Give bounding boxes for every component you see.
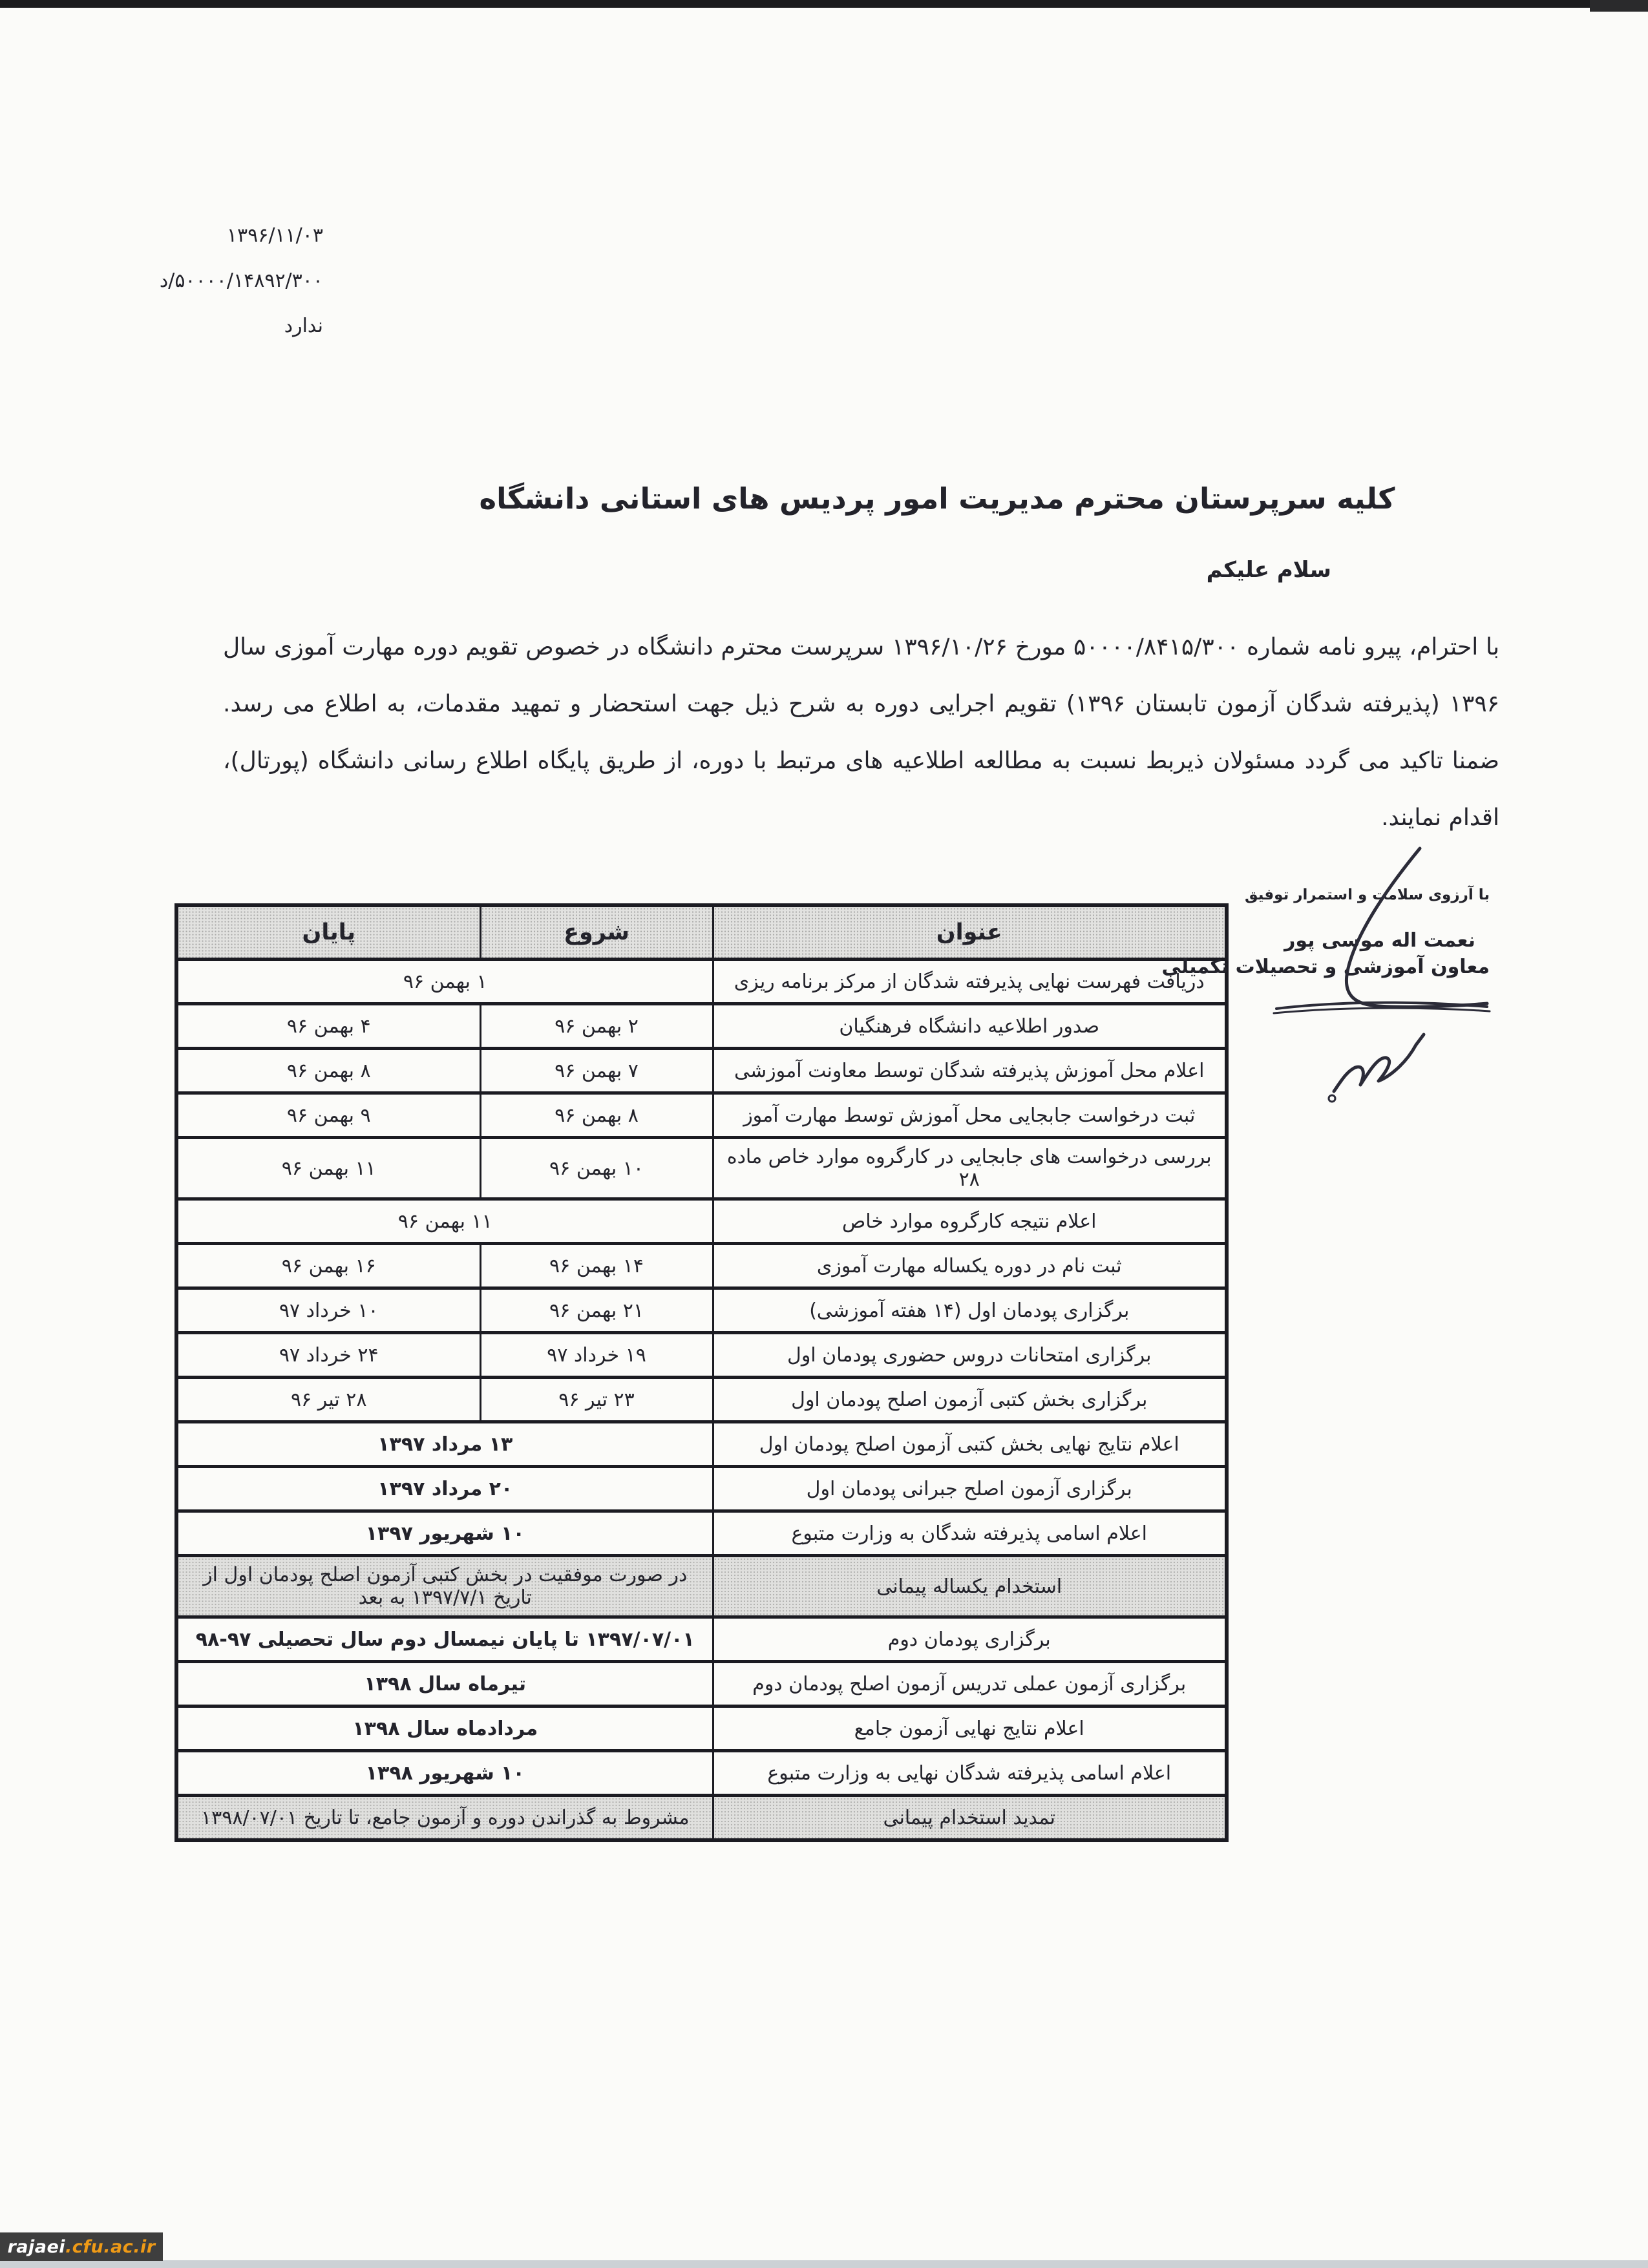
cell-title: برگزاری آزمون اصلح جبرانی پودمان اول [713,1467,1227,1511]
cell-title: برگزاری امتحانات دروس حضوری پودمان اول [713,1333,1227,1378]
table-row [176,1511,1227,1556]
cell-start-date: ۲ بهمن ۹۶ [480,1004,713,1049]
cell-date-merged: مردادماه سال ۱۳۹۸ [176,1706,713,1751]
table-row [176,1796,1227,1841]
table-row [176,1199,1227,1244]
table-row [176,1093,1227,1138]
watermark-site-white: rajaei [7,2236,66,2257]
cell-title: برگزاری پودمان دوم [713,1617,1227,1662]
signer-name: نعمت اله موسی پور [1284,929,1475,952]
cell-end-date: ۲۸ تیر ۹۶ [176,1378,480,1422]
cell-title: ثبت درخواست جابجایی محل آموزش توسط مهارت آموز [713,1093,1227,1138]
cell-date-merged: ۲۰ مرداد ۱۳۹۷ [176,1467,713,1511]
table-row [176,1556,1227,1617]
scan-edge-bottom [0,2260,1648,2268]
table-row [176,1662,1227,1706]
letter-recipient-title: کلیه سرپرستان محترم مدیریت امور پردیس های استانی دانشگاه [479,481,1395,516]
table-row [176,1378,1227,1422]
cell-date-merged: ۱۳۹۷/۰۷/۰۱ تا پایان نیمسال دوم سال تحصیلی ۹۷-۹۸ [176,1617,713,1662]
watermark-site-orange: .cfu.ac.ir [65,2236,156,2257]
col-header-start: شروع [480,905,713,960]
cell-end-date: ۱۶ بهمن ۹۶ [176,1244,480,1288]
letterhead-date: ۱۳۹۶/۱۱/۰۳ [226,224,323,247]
cell-date-merged: ۱۳ مرداد ۱۳۹۷ [176,1422,713,1467]
schedule-table-body [176,960,1227,1841]
cell-title: صدور اطلاعیه دانشگاه فرهنگیان [713,1004,1227,1049]
cell-date-merged: ۱۱ بهمن ۹۶ [176,1199,713,1244]
table-row [176,1049,1227,1093]
cell-start-date: ۸ بهمن ۹۶ [480,1093,713,1138]
table-row [176,960,1227,1004]
watermark-badge [0,2232,163,2261]
table-header-row [176,905,1227,960]
cell-title: برگزاری آزمون عملی تدریس آزمون اصلح پودمان دوم [713,1662,1227,1706]
cell-title: اعلام محل آموزش پذیرفته شدگان توسط معاونت آموزشی [713,1049,1227,1093]
cell-title: اعلام نتایج نهایی بخش کتبی آزمون اصلح پودمان اول [713,1422,1227,1467]
cell-end-date: ۹ بهمن ۹۶ [176,1093,480,1138]
table-row [176,1288,1227,1333]
cell-title: اعلام نتیجه کارگروه موارد خاص [713,1199,1227,1244]
table-row [176,1138,1227,1199]
cell-date-merged: تیرماه سال ۱۳۹۸ [176,1662,713,1706]
table-row [176,1706,1227,1751]
letter-body: با احترام، پیرو نامه شماره ۵۰۰۰۰/۸۴۱۵/۳۰۰ مورخ ۱۳۹۶/۱۰/۲۶ سرپرست محترم دانشگاه در خصوص تقویم دوره مهارت آموزی سال ۱۳۹۶ (پذیرفته شدگان آزمون تابستان ۱۳۹۶) تقویم اجرایی دوره به شرح ذیل جهت استحضار و تمهید مقدمات، به اطلاع می رسد. ضمنا تاکید می گردد مسئولان ذیربط نسبت به مطالعه اطلاعیه های مرتبط با دوره، از طریق پایگاه اطلاع رسانی دانشگاه (پورتال)، اقدام نمایند. [223,634,1500,831]
letterhead-number: ۵۰۰۰۰/۱۴۸۹۲/۳۰۰/د [159,269,323,292]
col-header-end: پایان [176,905,480,960]
cell-title: تمدید استخدام پیمانی [713,1796,1227,1841]
handwritten-signature-icon [1161,837,1509,1108]
scan-edge-corner [1590,0,1648,12]
letterhead-attachment: ندارد [284,315,323,337]
signature-wish: با آرزوی سلامت و استمرار توفیق [1245,887,1490,903]
letter-salutation: سلام علیکم [1206,557,1331,583]
cell-end-date: ۱۱ بهمن ۹۶ [176,1138,480,1199]
cell-start-date: ۲۱ بهمن ۹۶ [480,1288,713,1333]
cell-title: دریافت فهرست نهایی پذیرفته شدگان از مرکز برنامه ریزی [713,960,1227,1004]
cell-title: ثبت نام در دوره یکساله مهارت آموزی [713,1244,1227,1288]
signer-role: معاون آموزشی و تحصیلات تکمیلی [1161,956,1490,978]
cell-date-merged: مشروط به گذراندن دوره و آزمون جامع، تا تاریخ ۱۳۹۸/۰۷/۰۱ [176,1796,713,1841]
cell-start-date: ۱۰ بهمن ۹۶ [480,1138,713,1199]
table-row [176,1617,1227,1662]
cell-title: بررسی درخواست های جابجایی در کارگروه موارد خاص ماده ۲۸ [713,1138,1227,1199]
cell-title: برگزاری پودمان اول (۱۴ هفته آموزشی) [713,1288,1227,1333]
schedule-table [174,903,1229,1842]
cell-date-merged: ۱ بهمن ۹۶ [176,960,713,1004]
cell-date-merged: ۱۰ شهریور ۱۳۹۷ [176,1511,713,1556]
cell-end-date: ۲۴ خرداد ۹۷ [176,1333,480,1378]
cell-end-date: ۴ بهمن ۹۶ [176,1004,480,1049]
letterhead-block [159,213,323,349]
cell-date-merged: در صورت موفقیت در بخش کتبی آزمون اصلح پودمان اول از تاریخ ۱۳۹۷/۷/۱ به بعد [176,1556,713,1617]
cell-end-date: ۸ بهمن ۹۶ [176,1049,480,1093]
table-row [176,1244,1227,1288]
table-row [176,1751,1227,1796]
table-row [176,1422,1227,1467]
cell-start-date: ۲۳ تیر ۹۶ [480,1378,713,1422]
table-row [176,1333,1227,1378]
scan-edge-top [0,0,1648,8]
table-row [176,1004,1227,1049]
cell-start-date: ۷ بهمن ۹۶ [480,1049,713,1093]
cell-title: برگزاری بخش کتبی آزمون اصلح پودمان اول [713,1378,1227,1422]
table-row [176,1467,1227,1511]
cell-start-date: ۱۴ بهمن ۹۶ [480,1244,713,1288]
cell-title: استخدام یکساله پیمانی [713,1556,1227,1617]
cell-title: اعلام نتایج نهایی آزمون جامع [713,1706,1227,1751]
col-header-title: عنوان [713,905,1227,960]
cell-start-date: ۱۹ خرداد ۹۷ [480,1333,713,1378]
cell-title: اعلام اسامی پذیرفته شدگان به وزارت متبوع [713,1511,1227,1556]
cell-end-date: ۱۰ خرداد ۹۷ [176,1288,480,1333]
cell-date-merged: ۱۰ شهریور ۱۳۹۸ [176,1751,713,1796]
cell-title: اعلام اسامی پذیرفته شدگان نهایی به وزارت متبوع [713,1751,1227,1796]
